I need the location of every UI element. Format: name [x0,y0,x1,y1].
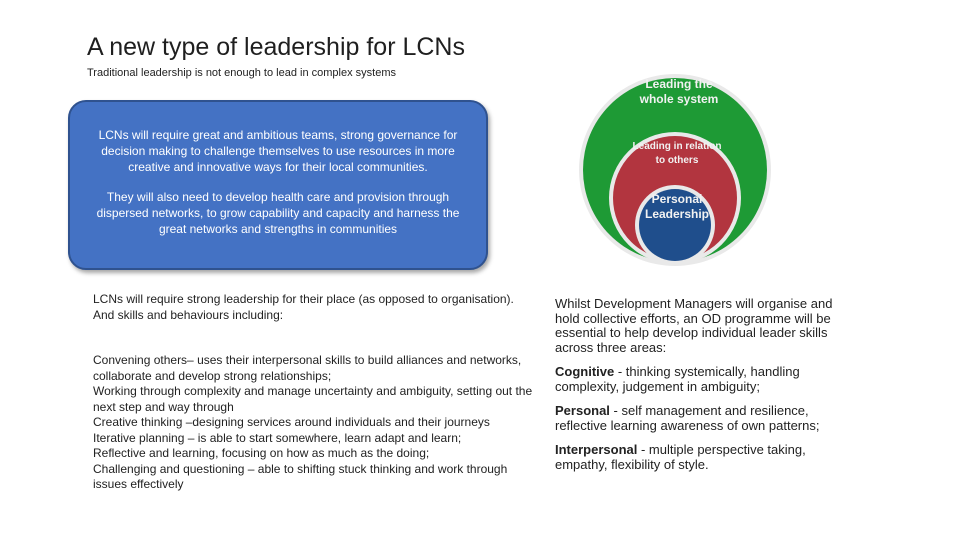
area-description: - thinking systemically, handling complexity, judgement in ambiguity; [555,364,800,394]
area-description: - multiple perspective taking, empathy, flexibility of style. [555,442,806,472]
skill-item: Iterative planning – is able to start somewhere, learn adapt and learn; [93,430,462,445]
middle-label-line-2: to others [655,155,699,166]
slide-title: A new type of leadership for LCNs [87,33,465,61]
skill-item: Creative thinking –designing services around individuals and their journeys [93,415,490,429]
outer-label-line-1: Leading the [645,77,713,91]
area-label: Interpersonal [555,442,638,457]
skill-item: Working through complexity and manage uncertainty and ambiguity, setting out the next step and way through [93,384,533,414]
skill-item: Convening others– uses their interpersonal skills to build alliances and networks, collaborate and develop strong relationships; [93,353,522,383]
summary-paragraph-2: They will also need to develop health care and provision through dispersed networks, to grow capability and capacity and harness the great networks and strengths in communities [96,190,460,236]
summary-paragraph-1: LCNs will require great and ambitious teams, strong governance for decision making to challenge themselves to use resources in more creative and innovative ways for their local communities. [98,128,458,174]
inner-label-line-2: Leadership [644,207,710,221]
leadership-skills-list [93,292,533,493]
area-cognitive [555,365,855,394]
middle-label-line-1: Leading in relation [632,141,722,152]
lcn-summary-box [68,100,488,270]
slide-subtitle: Traditional leadership is not enough to lead in complex systems [87,67,396,79]
area-label: Personal [555,403,610,418]
od-programme-text [555,297,855,482]
od-intro: Whilst Development Managers will organise and hold collective efforts, an OD programme will be essential to help develop individual leader skills across three areas: [555,296,833,355]
outer-label-line-2: whole system [639,92,719,106]
inner-label-line-1: Personal [651,192,703,206]
skill-item: Reflective and learning, focusing on how as much as the doing; [93,446,430,460]
skill-item: Challenging and questioning – able to shifting stuck thinking and work through issues effectively [93,461,508,491]
skills-intro: LCNs will require strong leadership for their place (as opposed to organisation). And skills and behaviours including: [93,292,514,322]
area-label: Cognitive [555,364,615,379]
area-personal [555,404,855,433]
area-interpersonal [555,443,855,472]
leadership-circles-diagram [575,60,775,280]
area-description: - self management and resilience, reflective learning awareness of own patterns; [555,403,820,433]
